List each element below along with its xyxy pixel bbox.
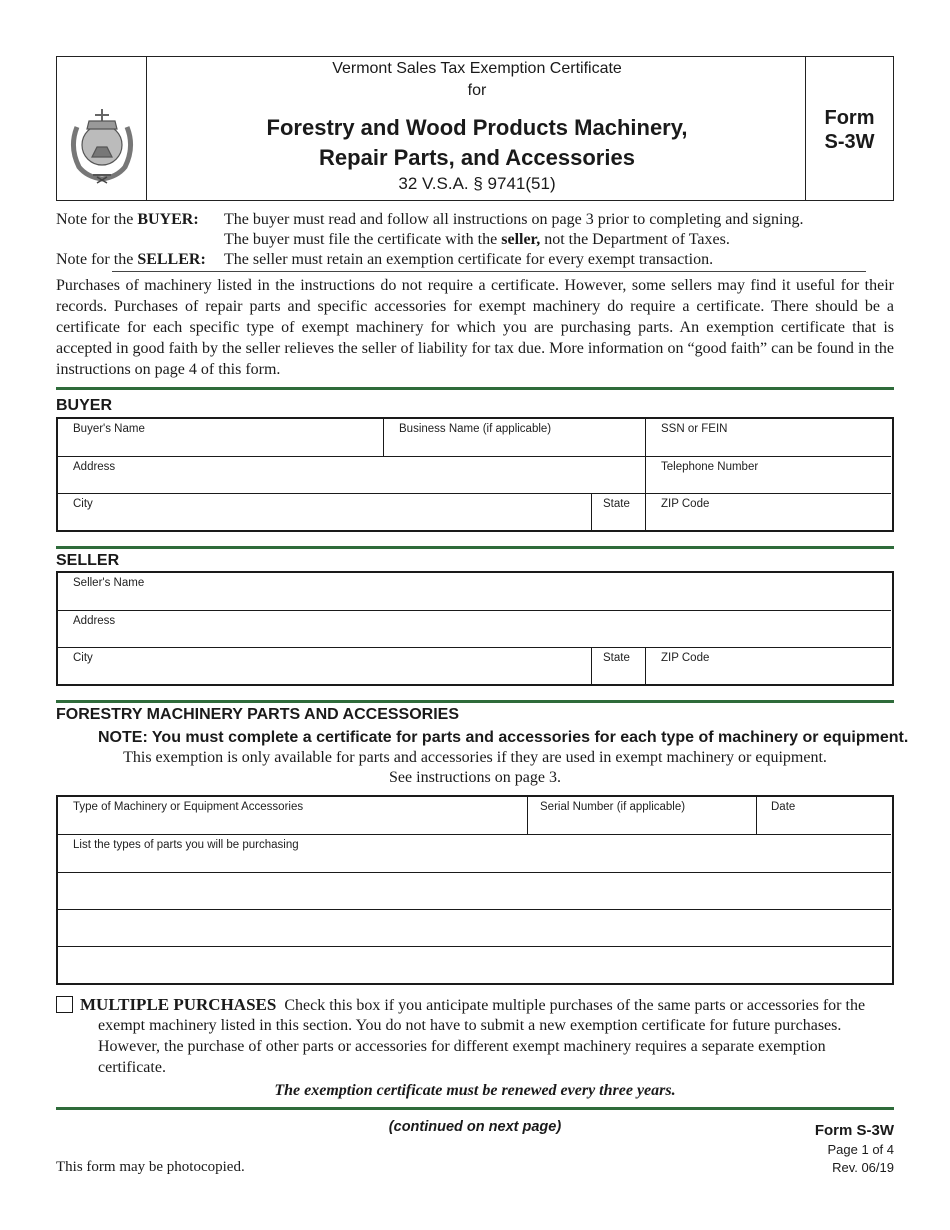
- buyer-note-line1: The buyer must read and follow all instructions on page 3 prior to completing and signing.: [224, 211, 804, 228]
- buyer-grid: [56, 417, 894, 532]
- buyer-name-field[interactable]: [58, 419, 384, 457]
- seller-state-label: State: [603, 652, 630, 664]
- intro-paragraph: Purchases of machinery listed in the instructions do not require a certificate. However, some sellers may find it useful for their records. Purchases of repair parts and specific accessories for exempt machinery do require a certificate. There should be a certificate for each specific type of exempt machinery for which you are purchasing parts. An exemption certificate that is accepted in good faith by the seller relieves the seller of liability for tax due. More information on “good faith” can be found in the instructions on page 4 of this form.: [56, 277, 894, 378]
- buyer-address-field[interactable]: [58, 457, 646, 494]
- parts-list-row-2[interactable]: [58, 873, 891, 910]
- continued-notice: (continued on next page): [388, 1119, 562, 1135]
- footer-rule: [56, 1107, 894, 1110]
- seller-address-field[interactable]: [58, 611, 891, 648]
- header-title2: Repair Parts, and Accessories: [319, 145, 635, 170]
- multiple-purchases-label: MULTIPLE PURCHASES: [80, 995, 277, 1014]
- buyer-note-line2: The buyer must file the certificate with the seller, not the Department of Taxes.: [224, 231, 730, 248]
- machinery-type-field[interactable]: [58, 797, 528, 835]
- multiple-purchases-checkbox[interactable]: [56, 996, 73, 1013]
- form-header: [56, 56, 894, 201]
- seller-name-field[interactable]: [58, 573, 891, 611]
- seal-cell: [57, 57, 147, 200]
- parts-list-row-3[interactable]: [58, 910, 891, 947]
- renewal-notice: The exemption certificate must be renewed every three years.: [274, 1082, 676, 1099]
- seller-name-label: Seller's Name: [73, 577, 145, 589]
- multiple-purchases-line1: MULTIPLE PURCHASES Check this box if you anticipate multiple purchases of the same parts or accessories for the: [80, 995, 866, 1014]
- buyer-city-label: City: [73, 498, 93, 510]
- buyer-zip-label: ZIP Code: [661, 498, 710, 510]
- seller-city-label: City: [73, 652, 93, 664]
- form-number-cell: [805, 57, 893, 200]
- serial-number-label: Serial Number (if applicable): [540, 801, 686, 813]
- ssn-field[interactable]: [646, 419, 891, 457]
- ssn-label: SSN or FEIN: [661, 423, 728, 435]
- telephone-field[interactable]: [646, 457, 891, 494]
- header-title1: Forestry and Wood Products Machinery,: [266, 115, 688, 140]
- multiple-purchases-line2: exempt machinery listed in this section. You do not have to submit a new exemption certificate for future purchases.: [98, 1017, 842, 1034]
- buyer-note-label: Note for the BUYER:: [56, 211, 199, 228]
- seller-city-field[interactable]: [58, 648, 592, 684]
- machinery-type-label: Type of Machinery or Equipment Accessories: [73, 801, 304, 813]
- seller-note-line: The seller must retain an exemption certificate for every exempt transaction.: [224, 251, 714, 268]
- buyer-state-label: State: [603, 498, 630, 510]
- header-statute: 32 V.S.A. § 9741(51): [398, 174, 556, 193]
- forestry-line1: This exemption is only available for parts and accessories if they are used in exempt machinery or equipment.: [123, 749, 827, 766]
- header-line2: for: [467, 82, 487, 99]
- date-field[interactable]: [757, 797, 891, 835]
- forestry-line2: See instructions on page 3.: [389, 769, 561, 786]
- business-name-label: Business Name (if applicable): [399, 423, 552, 435]
- multiple-purchases-line3: However, the purchase of other parts or accessories for different exempt machinery requires a separate exemption: [98, 1038, 826, 1055]
- serial-number-field[interactable]: [528, 797, 757, 835]
- forestry-grid: [56, 795, 894, 985]
- footer-revision: Rev. 06/19: [832, 1160, 894, 1175]
- vermont-seal-icon: [57, 57, 147, 200]
- forestry-section-title: FORESTRY MACHINERY PARTS AND ACCESSORIES: [56, 706, 460, 723]
- forestry-rule: [56, 700, 894, 703]
- buyer-rule: [56, 387, 894, 390]
- seller-zip-field[interactable]: [646, 648, 891, 684]
- buyer-city-field[interactable]: [58, 494, 592, 530]
- buyer-section-title: BUYER: [56, 397, 113, 414]
- buyer-state-field[interactable]: [592, 494, 646, 530]
- seller-address-label: Address: [73, 615, 116, 627]
- seller-rule: [56, 546, 894, 549]
- seller-note-label: Note for the SELLER:: [56, 251, 206, 268]
- form-label: Form: [824, 107, 875, 129]
- telephone-label: Telephone Number: [661, 461, 759, 473]
- buyer-zip-field[interactable]: [646, 494, 891, 530]
- footer-page: Page 1 of 4: [827, 1142, 894, 1157]
- forestry-note: NOTE: You must complete a certificate for parts and accessories for each type of machinery or equipment.: [98, 729, 909, 746]
- seller-grid: [56, 571, 894, 686]
- parts-list-label: List the types of parts you will be purchasing: [73, 839, 299, 851]
- buyer-address-label: Address: [73, 461, 116, 473]
- seller-zip-label: ZIP Code: [661, 652, 710, 664]
- seller-state-field[interactable]: [592, 648, 646, 684]
- buyer-name-label: Buyer's Name: [73, 423, 145, 435]
- date-label: Date: [771, 801, 796, 813]
- photocopy-note: This form may be photocopied.: [56, 1159, 245, 1175]
- parts-list-row-1[interactable]: [58, 835, 891, 873]
- footer-form-number: Form S-3W: [814, 1122, 894, 1139]
- business-name-field[interactable]: [384, 419, 646, 457]
- note-divider: [112, 271, 866, 272]
- seller-section-title: SELLER: [56, 552, 120, 569]
- header-line1: Vermont Sales Tax Exemption Certificate: [332, 60, 622, 77]
- form-number: S-3W: [824, 131, 875, 153]
- multiple-purchases-line4: certificate.: [98, 1059, 166, 1076]
- parts-list-row-4[interactable]: [58, 947, 891, 983]
